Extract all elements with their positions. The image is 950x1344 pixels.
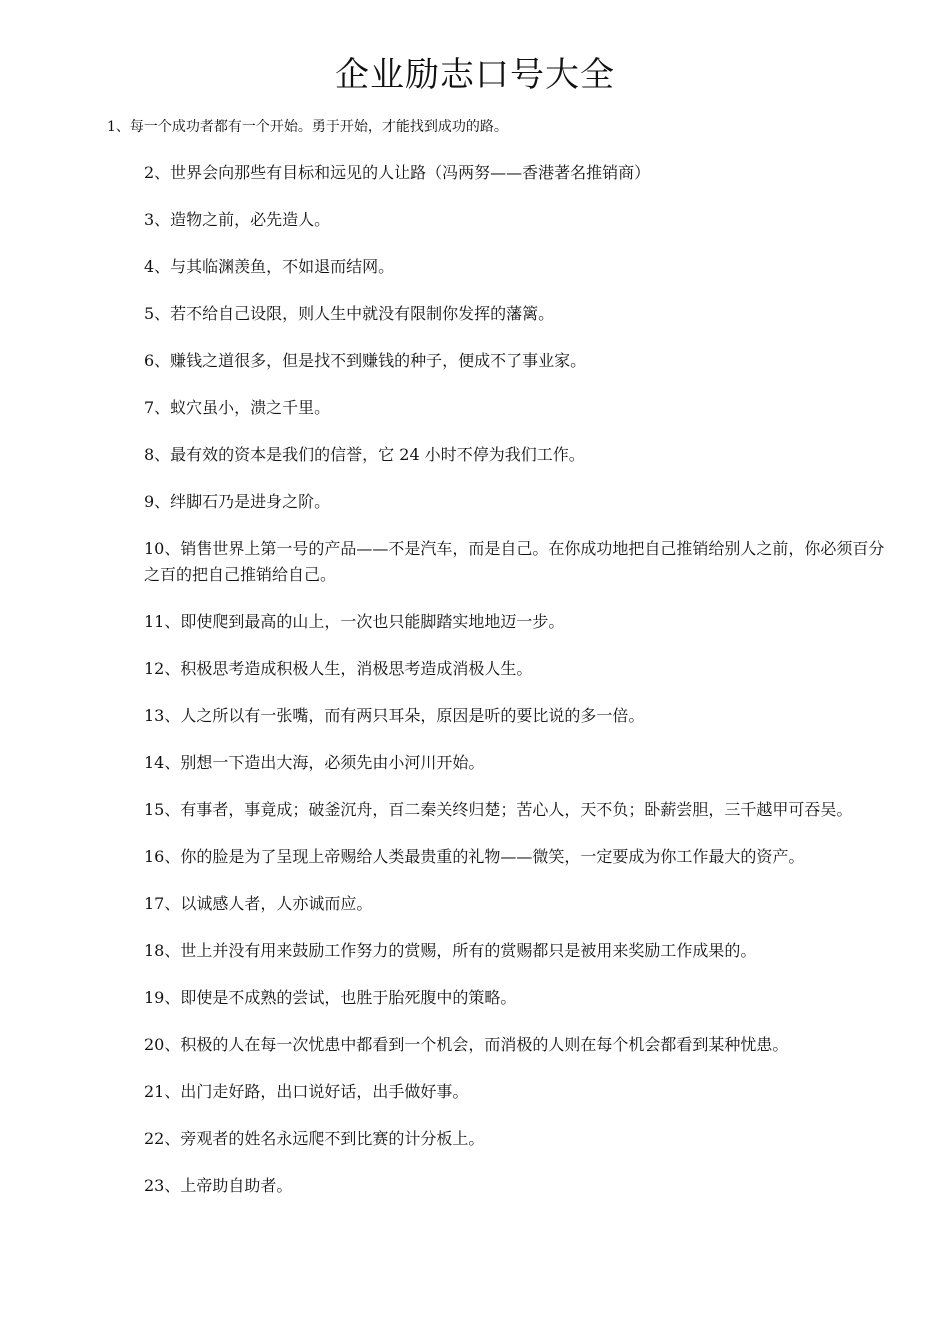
slogan-item: 7、蚁穴虽小，溃之千里。 (144, 398, 331, 417)
slogan-item: 12、积极思考造成积极人生，消极思考造成消极人生。 (144, 659, 533, 678)
slogan-item: 2、世界会向那些有目标和远见的人让路（冯两努——香港著名推销商） (144, 163, 651, 182)
slogan-item: 9、绊脚石乃是进身之阶。 (144, 492, 331, 511)
slogan-item: 20、积极的人在每一次忧患中都看到一个机会，而消极的人则在每个机会都看到某种忧患。 (144, 1035, 789, 1054)
slogan-item: 16、你的脸是为了呈现上帝赐给人类最贵重的礼物——微笑，一定要成为你工作最大的资产。 (144, 847, 805, 866)
slogan-item: 21、出门走好路，出口说好话，出手做好事。 (144, 1082, 469, 1101)
slogan-item: 22、旁观者的姓名永远爬不到比赛的计分板上。 (144, 1129, 485, 1148)
slogan-item: 8、最有效的资本是我们的信誉，它 24 小时不停为我们工作。 (144, 445, 585, 464)
slogan-item: 14、别想一下造出大海，必须先由小河川开始。 (144, 753, 485, 772)
slogan-item: 23、上帝助自助者。 (144, 1176, 293, 1195)
slogan-item: 4、与其临渊羡鱼，不如退而结网。 (144, 257, 395, 276)
slogan-list (144, 160, 896, 1220)
slogan-item: 15、有事者，事竟成；破釜沉舟，百二秦关终归楚；苦心人，天不负；卧薪尝胆，三千越甲可吞吴。 (144, 800, 853, 819)
slogan-item: 18、世上并没有用来鼓励工作努力的赏赐，所有的赏赐都只是被用来奖励工作成果的。 (144, 941, 757, 960)
slogan-item: 19、即使是不成熟的尝试，也胜于胎死腹中的策略。 (144, 988, 517, 1007)
slogan-item: 11、即使爬到最高的山上，一次也只能脚踏实地地迈一步。 (144, 612, 565, 631)
slogan-item: 3、造物之前，必先造人。 (144, 210, 331, 229)
slogan-item: 17、以诚感人者，人亦诚而应。 (144, 894, 373, 913)
document-title: 企业励志口号大全 (335, 55, 615, 95)
slogan-item-1: 1、每一个成功者都有一个开始。勇于开始，才能找到成功的路。 (107, 119, 508, 135)
slogan-item: 10、销售世界上第一号的产品——不是汽车，而是自己。在你成功地把自己推销给别人之前，你必须百分之百的把自己推销给自己。 (144, 539, 885, 584)
slogan-item: 13、人之所以有一张嘴，而有两只耳朵，原因是听的要比说的多一倍。 (144, 706, 645, 725)
slogan-item: 6、赚钱之道很多，但是找不到赚钱的种子，便成不了事业家。 (144, 351, 587, 370)
slogan-item: 5、若不给自己设限，则人生中就没有限制你发挥的藩篱。 (144, 304, 555, 323)
